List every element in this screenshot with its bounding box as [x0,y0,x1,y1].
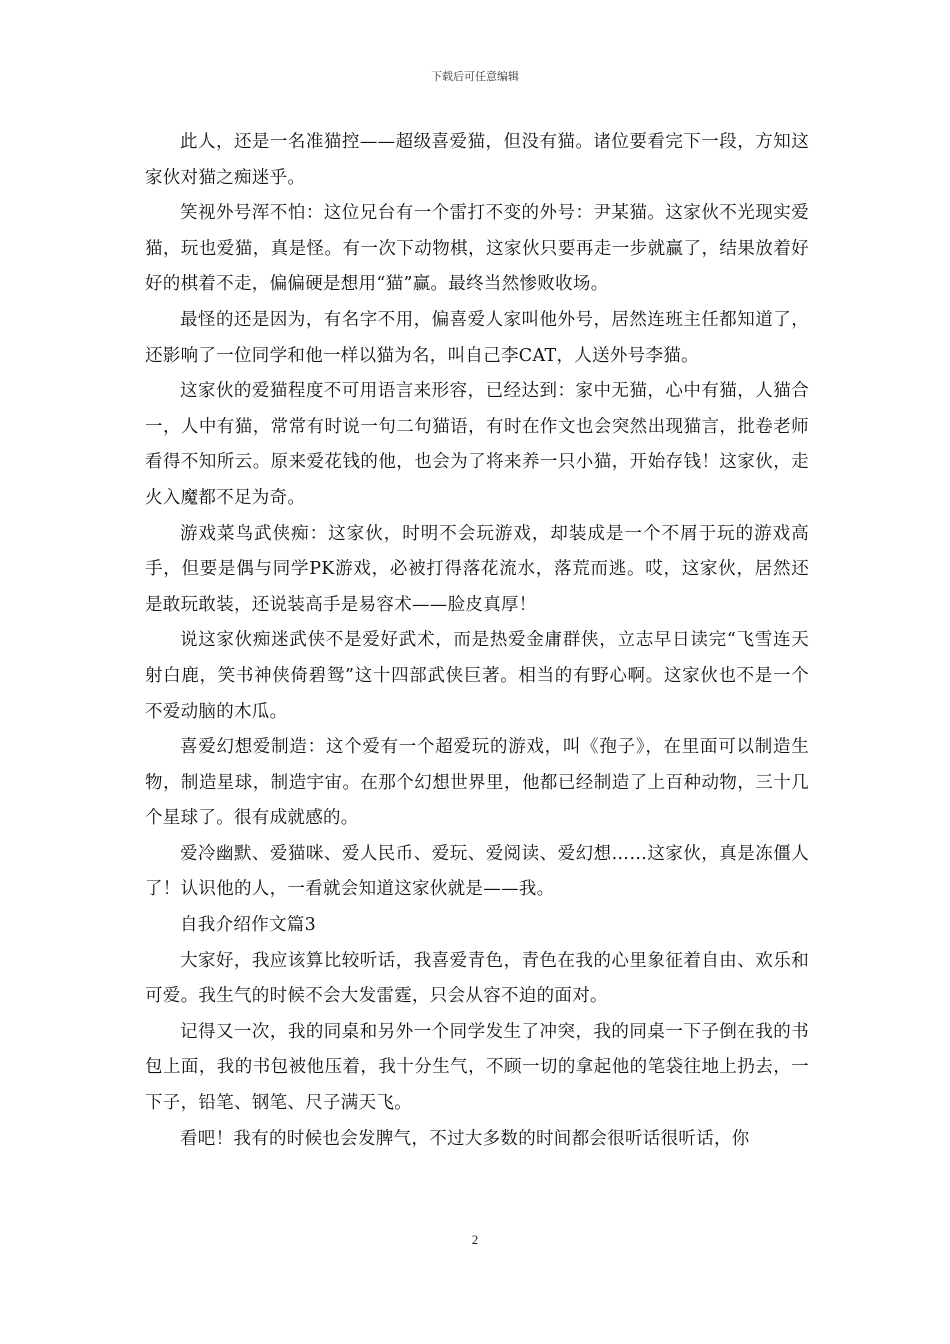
paragraph: 最怪的还是因为，有名字不用，偏喜爱人家叫他外号，居然连班主任都知道了，还影响了一位同学和他一样以猫为名，叫自己李CAT，人送外号李猫。 [145,309,809,366]
paragraph: 此人，还是一名准猫控——超级喜爱猫，但没有猫。诸位要看完下一段，方知这家伙对猫之痴迷乎。 [145,132,809,188]
paragraph: 笑视外号浑不怕：这位兄台有一个雷打不变的外号：尹某猫。这家伙不光现实爱猫，玩也爱猫，真是怪。有一次下动物棋，这家伙只要再走一步就赢了，结果放着好好的棋着不走，偏偏硬是想用“猫”赢。最终当然惨败收场。 [145,203,809,295]
paragraph: 这家伙的爱猫程度不可用语言来形容，已经达到：家中无猫，心中有猫，人猫合一，人中有猫，常常有时说一句二句猫语，有时在作文也会突然出现猫言，批卷老师看得不知所云。原来爱花钱的他，也会为了将来养一只小猫，开始存钱！这家伙，走火入魔都不足为奇。 [145,381,809,508]
page-number: 2 [471,1232,479,1247]
paragraph: 记得又一次，我的同桌和另外一个同学发生了冲突，我的同桌一下子倒在我的书包上面，我的书包被他压着，我十分生气，不顾一切的拿起他的笔袋往地上扔去，一下子，铅笔、钢笔、尺子满天飞。 [145,1021,809,1114]
section-heading: 自我介绍作文篇3 [180,915,317,936]
paragraph: 游戏菜鸟武侠痴：这家伙，时明不会玩游戏，却装成是一个不屑于玩的游戏高手，但要是偶与同学PK游戏，必被打得落花流水，落荒而逃。哎，这家伙，居然还是敢玩敢装，还说装高手是易容术——脸皮真厚！ [145,523,809,615]
paragraph: 大家好，我应该算比较听话，我喜爱青色，青色在我的心里象征着自由、欢乐和可爱。我生气的时候不会大发雷霆，只会从容不迫的面对。 [145,950,809,1007]
document-body [145,125,809,1157]
paragraph: 说这家伙痴迷武侠不是爱好武术，而是热爱金庸群侠，立志早日读完“飞雪连天射白鹿，笑书神侠倚碧鸳”这十四部武侠巨著。相当的有野心啊。这家伙也不是一个不爱动脑的木瓜。 [145,630,809,722]
page-header-note: 下载后可任意编辑 [431,70,519,83]
paragraph: 爱冷幽默、爱猫咪、爱人民币、爱玩、爱阅读、爱幻想……这家伙，真是冻僵人了！认识他的人，一看就会知道这家伙就是——我。 [145,843,809,900]
paragraph: 看吧！我有的时候也会发脾气，不过大多数的时间都会很听话很听话，你 [180,1128,750,1149]
paragraph: 喜爱幻想爱制造：这个爱有一个超爱玩的游戏，叫《孢子》，在里面可以制造生物，制造星球，制造宇宙。在那个幻想世界里，他都已经制造了上百种动物，三十几个星球了。很有成就感的。 [145,737,809,829]
